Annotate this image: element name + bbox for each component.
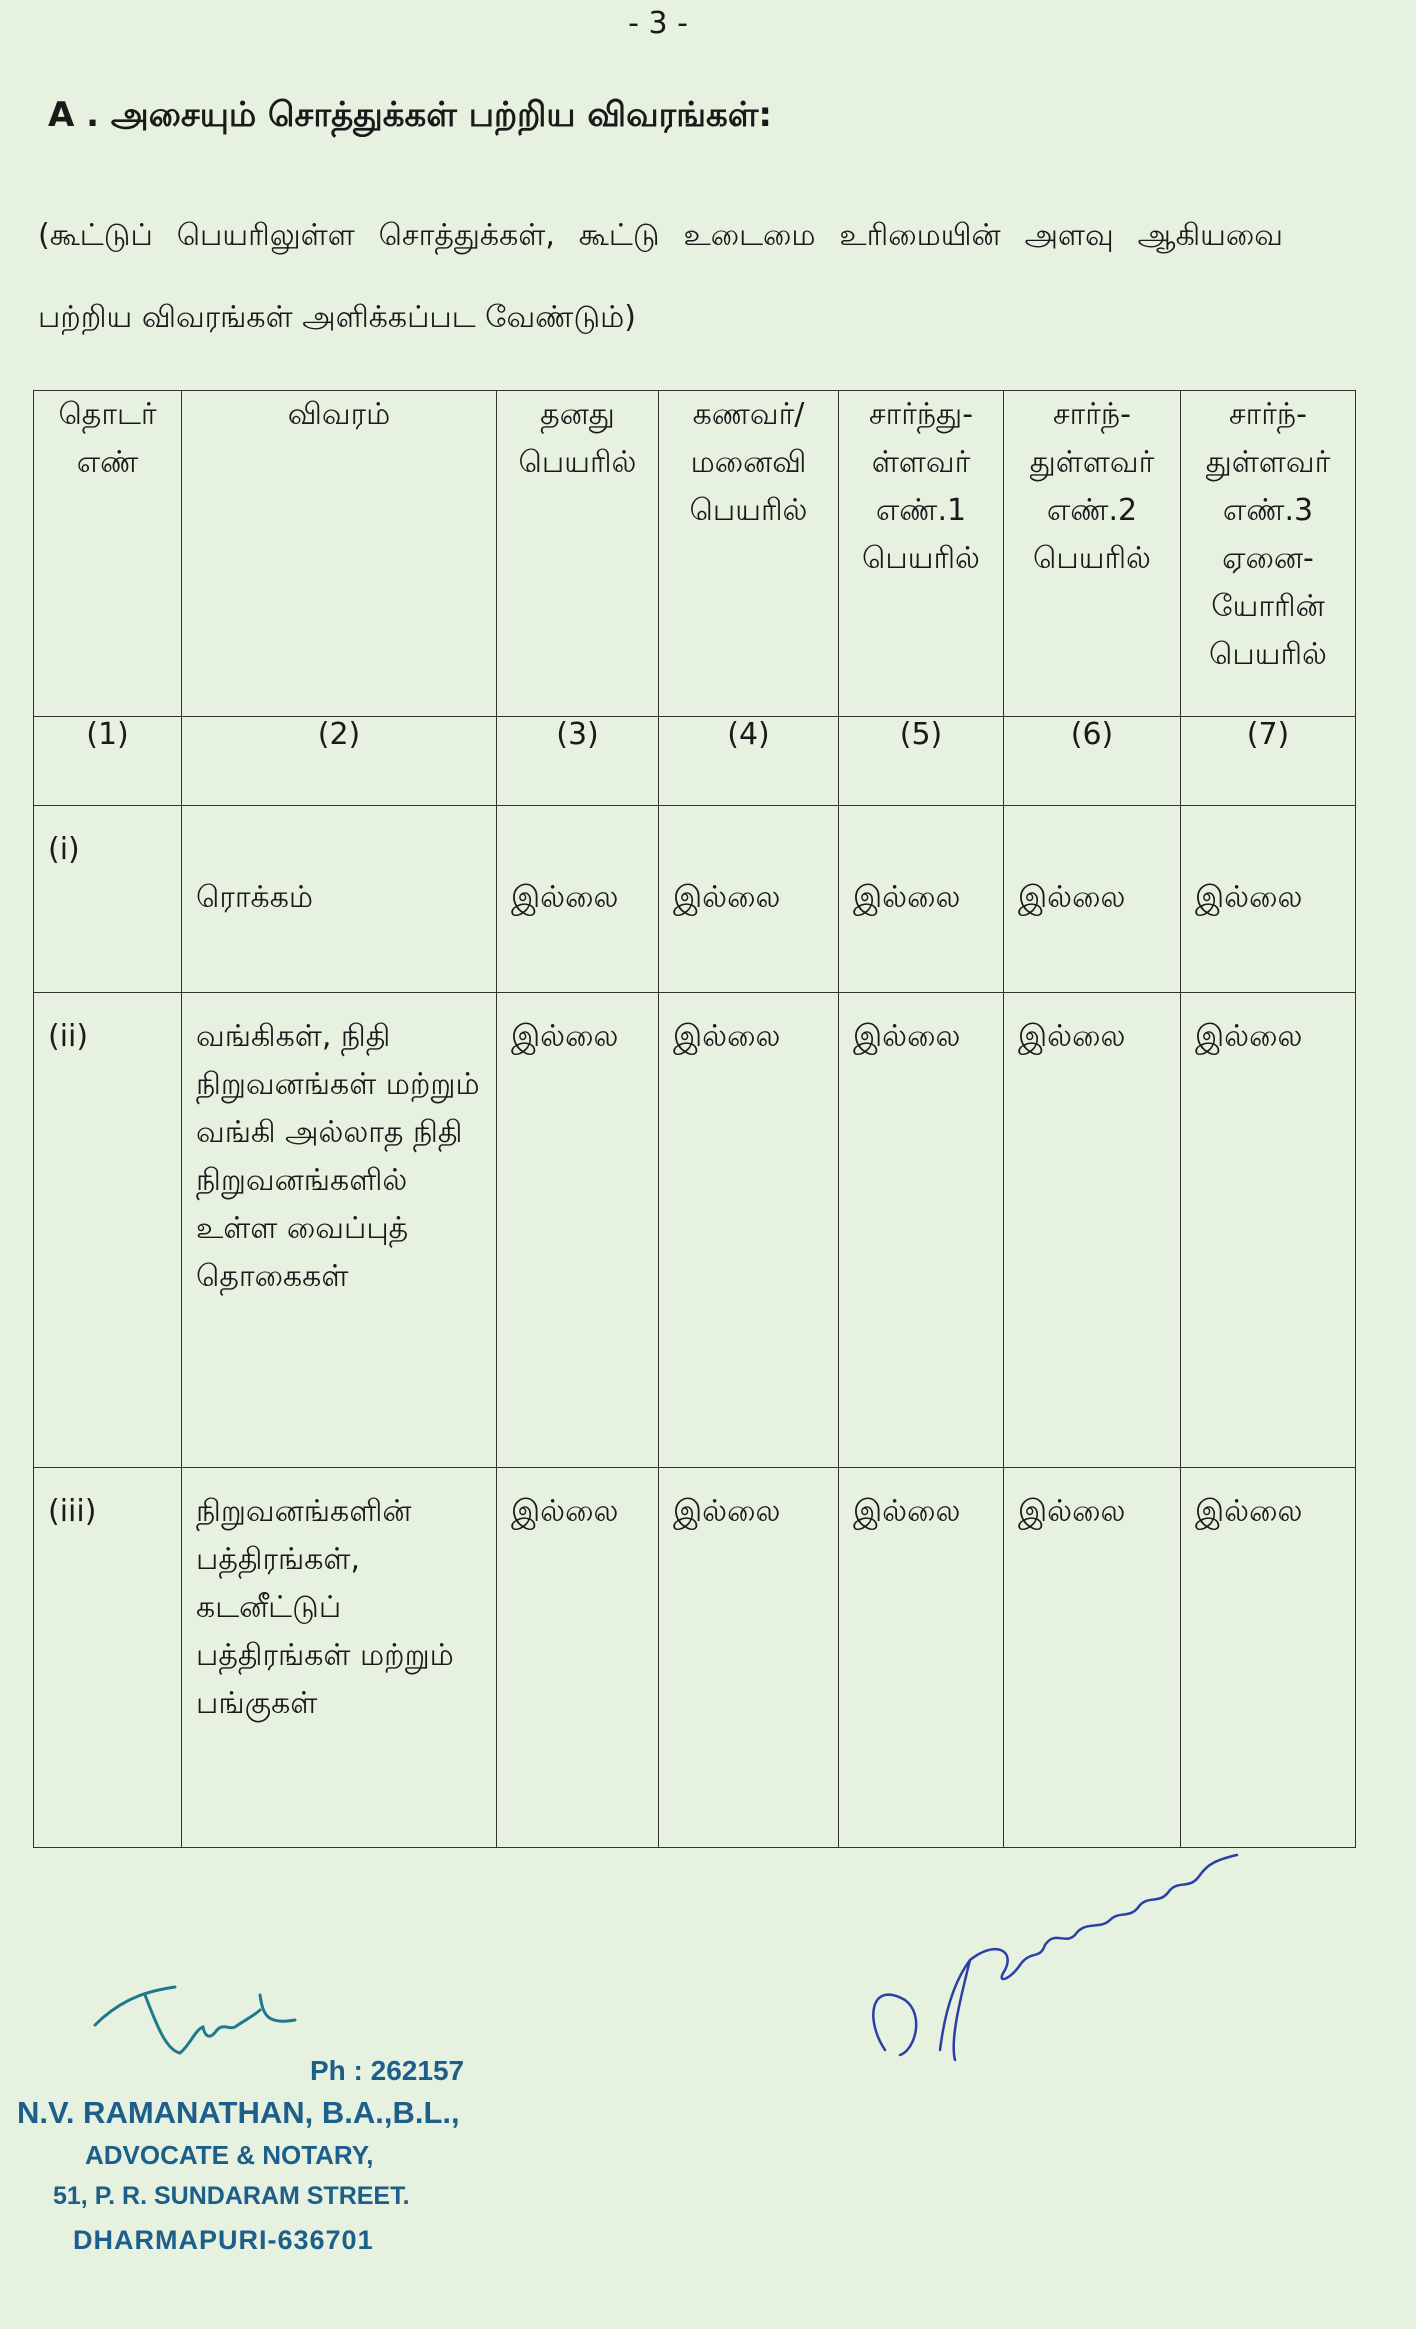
- column-number: (5): [839, 717, 1004, 806]
- column-number: (4): [659, 717, 839, 806]
- table-row: [34, 1468, 1356, 1848]
- row-value: இல்லை: [853, 1019, 961, 1054]
- stamp-title: ADVOCATE & NOTARY,: [85, 2140, 374, 2170]
- header-self: தனது பெயரில்: [497, 391, 659, 717]
- header-serial: தொடர் எண்: [34, 391, 182, 717]
- stamp-name: N.V. RAMANATHAN, B.A.,B.L.,: [17, 2095, 460, 2130]
- header-dependent-3: சார்ந்- துள்ளவர் எண்.3 ஏனை- யோரின் பெயரில்: [1181, 391, 1356, 717]
- stamp-address: 51, P. R. SUNDARAM STREET.: [53, 2182, 410, 2210]
- declarant-signature-icon: [845, 1850, 1245, 2080]
- row-value: இல்லை: [1195, 1019, 1303, 1054]
- row-value: இல்லை: [1195, 1494, 1303, 1529]
- row-serial: (iii): [48, 1494, 97, 1529]
- column-number: (6): [1004, 717, 1181, 806]
- row-value: இல்லை: [511, 1494, 619, 1529]
- movable-assets-table: [33, 390, 1356, 1848]
- row-value: இல்லை: [853, 1494, 961, 1529]
- row-description: நிறுவனங்களின் பத்திரங்கள், கடனீட்டுப் பத்திரங்கள் மற்றும் பங்குகள்: [196, 1494, 454, 1721]
- column-number: (3): [497, 717, 659, 806]
- row-value: இல்லை: [1018, 1019, 1126, 1054]
- row-value: இல்லை: [853, 880, 961, 915]
- section-heading: A . அசையும் சொத்துக்கள் பற்றிய விவரங்கள்:: [48, 95, 773, 135]
- row-description: வங்கிகள், நிதி நிறுவனங்கள் மற்றும் வங்கி அல்லாத நிதி நிறுவனங்களில் உள்ள வைப்புத் தொகைகள்: [196, 1019, 480, 1294]
- page-number: - 3 -: [628, 6, 688, 41]
- column-number: (7): [1181, 717, 1356, 806]
- row-value: இல்லை: [1018, 1494, 1126, 1529]
- row-value: இல்லை: [673, 1019, 781, 1054]
- table-row: [34, 993, 1356, 1468]
- row-serial: (ii): [48, 1019, 89, 1054]
- stamp-phone: Ph : 262157: [310, 2055, 465, 2086]
- table-header-row: [34, 391, 1356, 717]
- stamp-city: DHARMAPURI-636701: [73, 2225, 374, 2255]
- row-value: இல்லை: [1195, 880, 1303, 915]
- header-dependent-2: சார்ந்- துள்ளவர் எண்.2 பெயரில்: [1004, 391, 1181, 717]
- header-dependent-1: சார்ந்து- ள்ளவர் எண்.1 பெயரில்: [839, 391, 1004, 717]
- row-value: இல்லை: [511, 880, 619, 915]
- header-spouse: கணவர்/ மனைவி பெயரில்: [659, 391, 839, 717]
- row-value: இல்லை: [673, 1494, 781, 1529]
- notary-signature-icon: [85, 1975, 325, 2065]
- row-value: இல்லை: [1018, 880, 1126, 915]
- intro-paragraph: (கூட்டுப் பெயரிலுள்ள சொத்துக்கள், கூட்டு உடைமை உரிமையின் அளவு ஆகியவை பற்றிய விவரங்கள் அளிக்கப்பட வேண்டும்): [38, 218, 1283, 335]
- table-row: [34, 806, 1356, 993]
- column-number: (2): [182, 717, 497, 806]
- row-value: இல்லை: [511, 1019, 619, 1054]
- row-serial: (i): [48, 832, 80, 867]
- row-value: இல்லை: [673, 880, 781, 915]
- row-description: ரொக்கம்: [196, 880, 314, 915]
- column-number: (1): [34, 717, 182, 806]
- column-number-row: [34, 717, 1356, 806]
- header-description: விவரம்: [182, 391, 497, 717]
